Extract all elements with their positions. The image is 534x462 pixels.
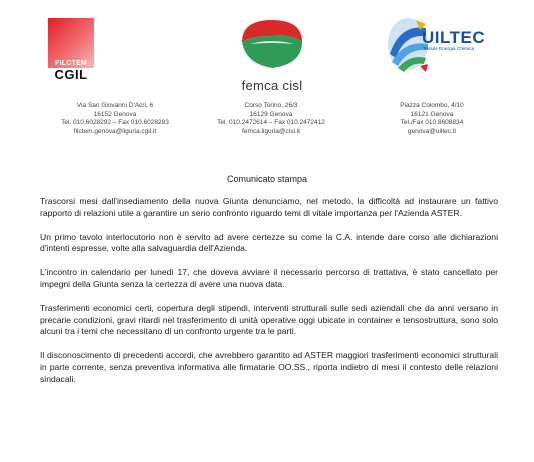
- cgil-address-line: Via San Giovanni D'Acri, 6: [76, 102, 154, 109]
- document-body: [40, 196, 498, 398]
- cgil-address-line: 16152 Genova: [93, 110, 137, 118]
- cgil-logo-bottom-text: CGIL: [54, 67, 88, 82]
- femca-address: [196, 102, 346, 136]
- cgil-address: [40, 102, 190, 136]
- femca-logo-mark: [232, 14, 312, 76]
- uiltec-address-line: Piazza Colombo, 4/10: [400, 102, 464, 109]
- paragraph: L'incontro in calendario per lunedì 17, che doveva avviare il necessario percorso di trattativa, è stato cancellato per impegni della Giunta senza la certezza di avere una nuova data.: [40, 267, 498, 289]
- uiltec-logo-subtitle: Tessile Energia Chimica: [423, 47, 475, 52]
- uiltec-address-line: Tel./Fax 010.8608834: [400, 119, 464, 127]
- document-title: Comunicato stampa: [226, 174, 308, 184]
- femca-address-line: Tel. 010.2472614 – Fax 010.2472412: [217, 119, 325, 127]
- uiltec-address-line: 16121 Genova: [410, 110, 454, 118]
- paragraph: Trasferimenti economici certi, copertura degli stipendi, interventi strutturali sulle sedi aziendali che da anni versano in precarie condizioni, gravi ritardi nel trasferimento di unità operative oggi ubicate in container e tensostruttura, sono solo alcuni tra i temi che necessitano di un confronto urgente tra le parti.: [40, 302, 498, 337]
- uiltec-logo-text: UILTEC: [422, 28, 486, 47]
- femca-logo-text: femca cisl: [241, 78, 303, 93]
- femca-cisl-logo: [232, 14, 312, 93]
- paragraph: Il disconoscimento di precedenti accordi, che avrebbero garantito ad ASTER maggiori trasferimenti economici strutturali in parte corrente, senza preventiva informativa alle firmatarie OO.SS., riporta indietro di mesi il contesto delle relazioni sindacali.: [40, 350, 498, 384]
- femca-email[interactable]: femca.liguria@cisl.it: [242, 127, 300, 135]
- cgil-address-line: Tel. 010.6028292 – Fax 010.6028293: [61, 119, 169, 127]
- paragraph: Trascorsi mesi dall'insediamento della nuova Giunta denunciamo, nel metodo, la difficoltà ad instaurare un fattivo rapporto di relazioni utile a garantire un serio confronto riguardo temi di vitale importanza per l'Azienda ASTER.: [40, 196, 498, 218]
- femca-address-line: 16129 Genova: [249, 110, 293, 118]
- filctem-cgil-logo: [48, 18, 94, 82]
- uiltec-email[interactable]: genova@uiltec.it: [407, 127, 457, 135]
- cgil-email[interactable]: filctem.genova@liguria.cgil.it: [73, 127, 157, 135]
- femca-address-line: Corso Torino, 26/3: [244, 102, 298, 109]
- cgil-logo-top-text: FILCTEM: [55, 60, 87, 67]
- letterhead: [0, 0, 534, 160]
- uiltec-logo: [386, 14, 506, 84]
- paragraph: Un primo tavolo interlocutorio non è servito ad avere certezze su come la C.A. intende dare corso alle dichiarazioni d'intenti espresse, volte alla salvaguardia dell'Azienda.: [40, 231, 498, 254]
- uiltec-address: [357, 102, 507, 136]
